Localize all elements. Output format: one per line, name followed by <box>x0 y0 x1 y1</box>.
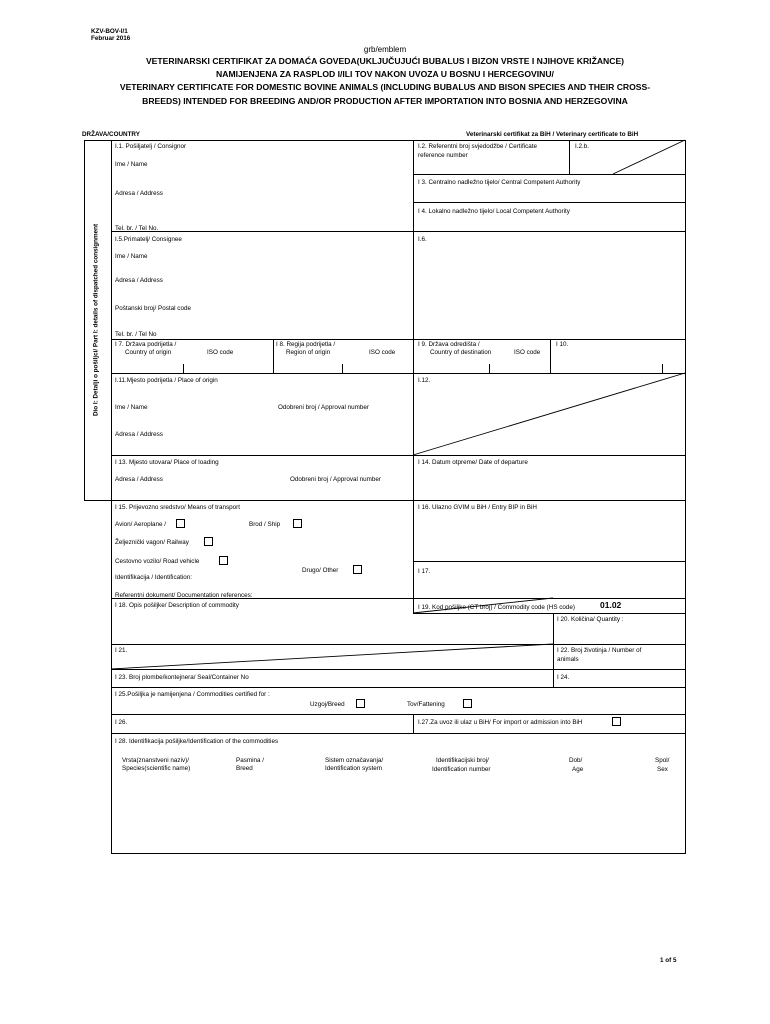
field-i17-label: I 17. <box>418 568 431 575</box>
country-label: DRŽAVA/COUNTRY <box>82 131 140 138</box>
field-i7-label-en: Country of origin <box>125 349 172 356</box>
col-idsystem-header: Sistem označavanja/ <box>325 757 384 764</box>
consignor-name-label: Ime / Name <box>115 161 148 168</box>
field-i8-label: I 8. Regija podrijetla / <box>276 341 336 348</box>
title-line-1: VETERINARSKI CERTIFIKAT ZA DOMAĆA GOVEDA(UKLJUČUJUĆI BUBALUS I BIZON VRSTE I NJIHOVE KRIŽANCE) <box>145 56 625 66</box>
fattening-checkbox[interactable] <box>463 699 472 708</box>
field-i8-label-en: Region of origin <box>286 349 331 356</box>
field-i14-label: I 14. Datum otpreme/ Date of departure <box>418 459 528 466</box>
fattening-label: Tov/Fattening <box>407 701 445 708</box>
other-transport-label: Drugo/ Other <box>302 567 339 574</box>
identification-label: Identifikacija / Identification: <box>115 574 193 581</box>
field-i15-label: I 15. Prijevozno sredstvo/ Means of transport <box>115 504 240 511</box>
consignee-name-label: Ime / Name <box>115 253 148 260</box>
road-vehicle-checkbox[interactable] <box>219 556 228 565</box>
title-line-3: VETERINARY CERTIFICATE FOR DOMESTIC BOVINE ANIMALS (INCLUDING BUBALUS AND BISON SPECIES AND THEIR CROSS- <box>119 82 651 92</box>
i7-iso-label: ISO code <box>207 349 234 356</box>
col-sex-header: Spol/ <box>655 757 670 764</box>
field-i18-label: I 18. Opis pošiljke/ Description of commodity <box>115 602 239 609</box>
field-i9-label: I 9. Država odredišta / <box>418 341 480 348</box>
documentation-ref-label: Referentni dokument/ Documentation references: <box>115 592 253 599</box>
railway-checkbox[interactable] <box>204 537 213 546</box>
consignee-tel-label: Tel. br. / Tel No <box>115 331 157 338</box>
doc-code: KZV-BOV-I/1 <box>91 28 128 35</box>
consignor-tel-label: Tel. br. / Tel No. <box>115 225 159 232</box>
origin-name-label: Ime / Name <box>115 404 148 411</box>
field-i26-label: I 26. <box>115 719 128 726</box>
col-sex-header-en: Sex <box>657 766 668 773</box>
field-i23-label: I 23. Broj plombe/kontejnera/ Seal/Container No <box>115 674 249 681</box>
loading-address-label: Adresa / Address <box>115 476 163 483</box>
field-i2b-label: I.2.b. <box>575 143 590 150</box>
hs-code-value: 01.02 <box>600 600 622 610</box>
title-line-2: NAMIJENJENA ZA RASPLOD I/ILI TOV NAKON UVOZA U BOSNU I HERCEGOVINU/ <box>216 69 554 79</box>
field-i6-label: I.6. <box>418 236 427 243</box>
field-i25-label: I 25.Pošiljka je namijenjena / Commodities certified for : <box>115 691 270 698</box>
railway-label: Željeznički vagon/ Railway <box>115 539 189 546</box>
col-breed-header: Pasmina / <box>236 757 264 764</box>
doc-date: Februar 2016 <box>91 35 131 42</box>
field-i2-label-cont: reference number <box>418 152 468 159</box>
field-i5-label: I.5.Primatelj/ Consignee <box>115 236 182 243</box>
field-i21-label: I 21. <box>115 647 128 654</box>
origin-address-label: Adresa / Address <box>115 431 163 438</box>
field-i20-label: I 20. Količina/ Quantity : <box>557 616 624 623</box>
aeroplane-label: Avion/ Aeroplane / <box>115 521 166 528</box>
field-i9-label-en: Country of destination <box>430 349 492 356</box>
field-i16-label: I 16. Ulazno GVIM u BiH / Entry BIP in BiH <box>418 504 537 511</box>
col-age-header-en: Age <box>572 766 584 773</box>
col-idnumber-header-en: Identification number <box>432 766 491 773</box>
field-i24-label: I 24. <box>557 674 570 681</box>
road-vehicle-label: Cestovno vozilo/ Road vehicle <box>115 558 200 565</box>
field-i13-label: I 13. Mjesto utovara/ Place of loading <box>115 459 219 466</box>
import-admission-checkbox[interactable] <box>612 717 621 726</box>
field-i28-label: I 28. Identifikacija pošiljke/Identification of the commodities <box>115 738 279 745</box>
col-breed-header-en: Breed <box>236 765 253 772</box>
i9-iso-label: ISO code <box>514 349 541 356</box>
field-i22-label-cont: animals <box>557 656 579 663</box>
col-age-header: Dob/ <box>569 757 583 764</box>
part-label: Dio I: Detalji o pošiljci/ Part I: details of dispatched consignment <box>92 223 100 417</box>
field-i10-label: I 10. <box>556 341 569 348</box>
field-i4-label: I 4. Lokalno nadležno tijelo/ Local Competent Authority <box>418 208 570 215</box>
field-i3-label: I 3. Centralno nadležno tijelo/ Central Competent Authority <box>418 179 581 186</box>
consignee-address-label: Adresa / Address <box>115 277 163 284</box>
origin-approval-label: Odobreni broj / Approval number <box>278 404 370 411</box>
col-species-header: Vrsta(znanstveni naziv)/ <box>122 757 189 764</box>
title-line-4: BREEDS) INTENDED FOR BREEDING AND/OR PRODUCTION AFTER IMPORTATION INTO BOSNIA AND HERZEGOVINA <box>142 96 628 106</box>
i8-iso-label: ISO code <box>369 349 396 356</box>
breeding-checkbox[interactable] <box>356 699 365 708</box>
emblem-label: grb/emblem <box>363 45 407 54</box>
field-i11-label: I.11.Mjesto podrijetla / Place of origin <box>115 377 218 384</box>
field-i1-label: I.1. Pošiljatelj / Consignor <box>115 143 187 150</box>
col-idsystem-header-en: Identification system <box>325 765 383 772</box>
field-i27-label: I.27.Za uvoz ili ulaz u BiH/ For import or admission into BiH <box>418 719 583 726</box>
consignee-postal-label: Poštanski broj/ Postal code <box>115 305 191 312</box>
ship-label: Brod / Ship <box>249 521 281 528</box>
other-transport-checkbox[interactable] <box>353 565 362 574</box>
field-i2-label: I.2. Referentni broj svjedodžbe / Certificate <box>418 143 538 150</box>
col-idnumber-header: Identifikacijski broj/ <box>436 757 489 764</box>
aeroplane-checkbox[interactable] <box>176 519 185 528</box>
consignor-address-label: Adresa / Address <box>115 190 163 197</box>
loading-approval-label: Odobreni broj / Approval number <box>290 476 382 483</box>
field-i22-label: I 22. Broj životinja / Number of <box>557 647 642 654</box>
cert-to-label: Veterinarski certifikat za BiH / Veterinary certificate to BiH <box>466 131 639 138</box>
page-number: 1 of 5 <box>660 957 677 964</box>
col-species-header-en: Species(scientific name) <box>122 765 191 772</box>
ship-checkbox[interactable] <box>293 519 302 528</box>
field-i12-label: I.12. <box>418 377 431 384</box>
field-i19-label: I 19. Kod pošiljke (CT broj) / Commodity code (HS code) <box>418 604 576 611</box>
breeding-label: Uzgoj/Breed <box>310 701 345 708</box>
field-i7-label: I 7. Država podrijetla / <box>115 341 177 348</box>
